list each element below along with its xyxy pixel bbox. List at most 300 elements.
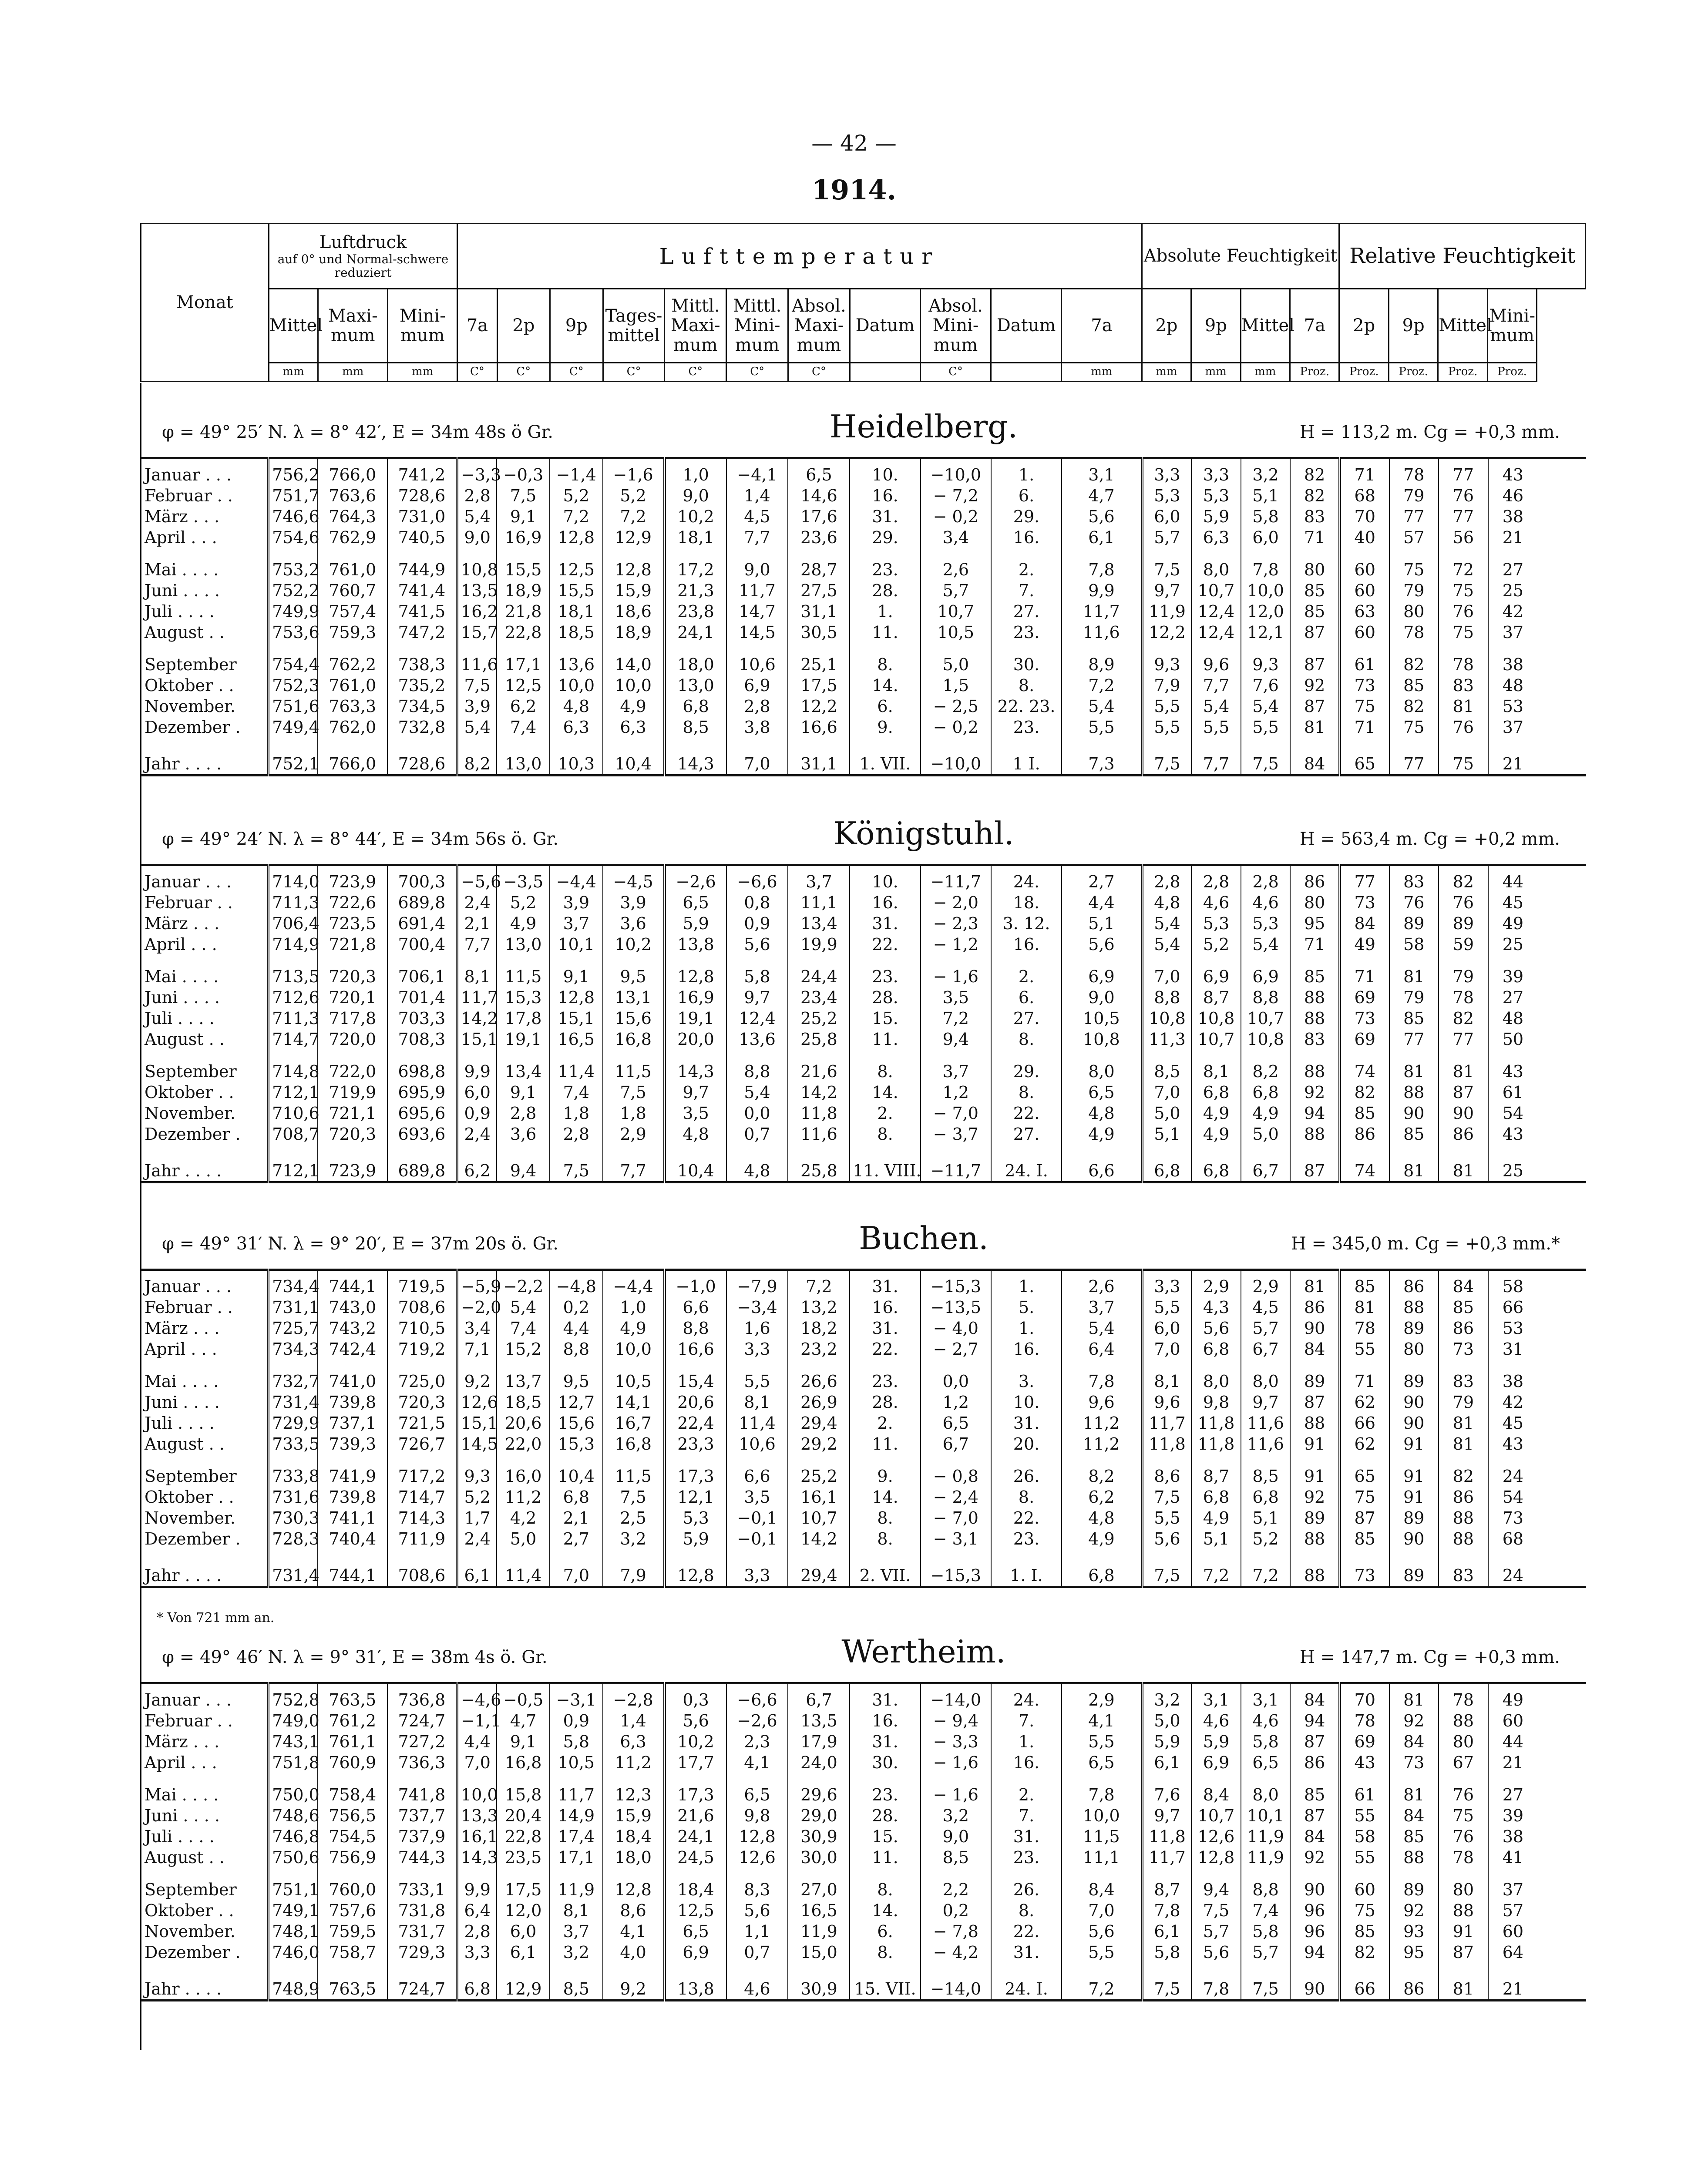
table-cell: 1,0 xyxy=(665,458,726,486)
unit-label: Proz. xyxy=(1339,363,1389,382)
table-cell: 5,5 xyxy=(1142,717,1192,743)
table-cell: − 9,4 xyxy=(921,1710,991,1731)
month-row xyxy=(140,1124,1586,1150)
table-cell: 89 xyxy=(1389,913,1439,934)
table-cell: 6,0 xyxy=(1241,527,1291,548)
table-cell: 16,6 xyxy=(665,1339,726,1360)
table-cell: 763,3 xyxy=(318,696,387,717)
table-cell: 9,4 xyxy=(921,1029,991,1050)
table-cell: 751,6 xyxy=(268,696,318,717)
table-cell: 90 xyxy=(1290,1968,1340,2001)
table-cell: −1,1 xyxy=(457,1710,497,1731)
table-cell: 10,6 xyxy=(726,1434,788,1454)
table-cell: 3,1 xyxy=(1062,458,1142,486)
table-cell: 744,1 xyxy=(318,1270,387,1297)
table-cell: 38 xyxy=(1488,506,1538,527)
table-cell: 80 xyxy=(1290,892,1340,913)
table-cell: 757,4 xyxy=(318,601,387,622)
table-cell: 16. xyxy=(850,1297,920,1318)
table-cell: 741,1 xyxy=(318,1508,387,1528)
table-cell: 18,1 xyxy=(665,527,726,548)
table-cell: 81 xyxy=(1439,1434,1488,1454)
month-label: Dezember . xyxy=(145,1943,241,1962)
table-cell: 753,6 xyxy=(268,622,318,643)
month-row xyxy=(140,1297,1586,1318)
table-cell: 722,0 xyxy=(318,1050,387,1082)
table-cell: 749,4 xyxy=(268,717,318,743)
table-cell: 8,7 xyxy=(1142,1868,1192,1900)
table-cell: 88 xyxy=(1389,1847,1439,1868)
unit-label: C° xyxy=(550,363,603,382)
month-label: Juli . . . . xyxy=(145,1414,215,1433)
table-cell: 89 xyxy=(1290,1508,1340,1528)
table-cell: −10,0 xyxy=(921,743,991,776)
table-cell: 17,6 xyxy=(788,506,850,527)
table-cell: 5,6 xyxy=(1062,506,1142,527)
table-cell: 22. xyxy=(991,1508,1062,1528)
table-cell: 1. VII. xyxy=(850,743,920,776)
table-cell: 23. xyxy=(850,955,920,987)
table-cell: 45 xyxy=(1488,892,1538,913)
luftdruck-subtitle: auf 0° und Normal-schwere reduziert xyxy=(277,252,449,280)
table-cell: 7,0 xyxy=(457,1752,497,1773)
station-header xyxy=(140,812,1586,864)
table-cell: 8,2 xyxy=(1241,1050,1291,1082)
table-cell: 7,6 xyxy=(1142,1773,1192,1805)
table-cell: 82 xyxy=(1389,643,1439,675)
table-cell: 3,2 xyxy=(1241,458,1291,486)
month-row xyxy=(140,1487,1586,1508)
table-cell: 2,7 xyxy=(550,1528,603,1555)
table-cell: 751,7 xyxy=(268,485,318,506)
table-cell: 1. I. xyxy=(991,1555,1062,1587)
table-cell: 43 xyxy=(1340,1752,1389,1773)
table-cell: 9. xyxy=(850,1454,920,1487)
table-cell: 5,9 xyxy=(1191,506,1241,527)
table-cell: 23. xyxy=(850,1360,920,1392)
table-cell: 15,0 xyxy=(788,1942,850,1968)
table-cell: 17,1 xyxy=(497,643,550,675)
table-cell: 73 xyxy=(1488,1508,1538,1528)
table-cell: 729,3 xyxy=(387,1942,457,1968)
table-cell: 16. xyxy=(991,1339,1062,1360)
table-cell: 9,4 xyxy=(1191,1868,1241,1900)
table-cell: 15,2 xyxy=(497,1339,550,1360)
table-cell: 60 xyxy=(1488,1921,1538,1942)
table-cell: 737,7 xyxy=(387,1805,457,1826)
table-cell: 10,4 xyxy=(550,1454,603,1487)
table-cell: 10,7 xyxy=(1191,580,1241,601)
table-cell: 733,1 xyxy=(387,1868,457,1900)
table-cell: 84 xyxy=(1290,1826,1340,1847)
table-cell: −6,6 xyxy=(726,865,788,893)
month-row xyxy=(140,1921,1586,1942)
table-cell: 87 xyxy=(1439,1082,1488,1103)
table-cell: 78 xyxy=(1439,1683,1488,1711)
table-cell: 85 xyxy=(1290,601,1340,622)
table-cell: 75 xyxy=(1389,548,1439,580)
table-cell: 13,5 xyxy=(788,1710,850,1731)
table-cell: 75 xyxy=(1340,1900,1389,1921)
table-cell: 9,0 xyxy=(726,548,788,580)
table-cell: 86 xyxy=(1439,1318,1488,1339)
table-cell: 6,8 xyxy=(1191,1082,1241,1103)
table-cell: 720,1 xyxy=(318,987,387,1008)
table-cell: 8,0 xyxy=(1241,1773,1291,1805)
table-cell: 742,4 xyxy=(318,1339,387,1360)
table-cell: 9,5 xyxy=(603,955,665,987)
table-cell: 91 xyxy=(1389,1454,1439,1487)
table-cell: 723,5 xyxy=(318,913,387,934)
table-cell: 85 xyxy=(1340,1921,1389,1942)
table-cell: 6,5 xyxy=(921,1413,991,1434)
table-cell: 10,8 xyxy=(1062,1029,1142,1050)
table-cell: 6,4 xyxy=(457,1900,497,1921)
table-cell: 89 xyxy=(1389,1555,1439,1587)
station-height: H = 113,2 m. Cg = +0,3 mm. xyxy=(1300,422,1560,442)
station-name: Königstuhl. xyxy=(833,815,1014,852)
table-cell: 5,9 xyxy=(1142,1731,1192,1752)
table-cell: 55 xyxy=(1340,1339,1389,1360)
table-cell: 73 xyxy=(1340,892,1389,913)
table-cell: 18,5 xyxy=(497,1392,550,1413)
table-cell: 744,1 xyxy=(318,1555,387,1587)
table-cell: 11,6 xyxy=(457,643,497,675)
table-cell: 5,4 xyxy=(1062,1318,1142,1339)
table-cell: 711,3 xyxy=(268,1008,318,1029)
table-cell: 749,0 xyxy=(268,1710,318,1731)
table-cell: 7,5 xyxy=(497,485,550,506)
table-cell: − 1,6 xyxy=(921,955,991,987)
table-cell: 12,5 xyxy=(665,1900,726,1921)
table-cell: 729,9 xyxy=(268,1413,318,1434)
table-cell: 5,2 xyxy=(1191,934,1241,955)
table-cell: 5,0 xyxy=(1241,1124,1291,1150)
table-cell: 2. xyxy=(850,1103,920,1124)
table-cell: 80 xyxy=(1439,1868,1488,1900)
table-cell: 4,9 xyxy=(1191,1508,1241,1528)
table-cell: 11,8 xyxy=(1191,1434,1241,1454)
table-cell: 11,8 xyxy=(1142,1826,1192,1847)
table-cell: 7,4 xyxy=(497,717,550,743)
table-cell: 89 xyxy=(1389,1360,1439,1392)
table-cell: 80 xyxy=(1389,1339,1439,1360)
table-cell: 15. VII. xyxy=(850,1968,920,2001)
table-cell: 5,5 xyxy=(1062,1731,1142,1752)
table-cell: 760,9 xyxy=(318,1752,387,1773)
table-cell: 748,1 xyxy=(268,1921,318,1942)
table-cell: 9,8 xyxy=(726,1805,788,1826)
table-cell: 11,8 xyxy=(1142,1434,1192,1454)
table-cell: 13,3 xyxy=(457,1805,497,1826)
table-cell: 12,8 xyxy=(665,955,726,987)
table-cell: 78 xyxy=(1439,987,1488,1008)
table-cell: 12,8 xyxy=(603,1868,665,1900)
table-cell: 5,6 xyxy=(1142,1528,1192,1555)
table-cell: 82 xyxy=(1290,458,1340,486)
table-cell: 81 xyxy=(1389,955,1439,987)
table-cell: 44 xyxy=(1488,1731,1538,1752)
table-cell: 8,8 xyxy=(665,1318,726,1339)
table-cell: 762,0 xyxy=(318,717,387,743)
table-cell: − 1,2 xyxy=(921,934,991,955)
table-cell: 12,2 xyxy=(1142,622,1192,643)
month-label: Oktober . . xyxy=(145,1083,234,1102)
table-cell: 6,8 xyxy=(1142,1150,1192,1182)
table-cell: 91 xyxy=(1389,1487,1439,1508)
table-cell: 711,3 xyxy=(268,892,318,913)
table-cell: 10,4 xyxy=(603,743,665,776)
table-cell: 3,7 xyxy=(788,865,850,893)
unit-label xyxy=(991,363,1062,382)
table-cell: 761,2 xyxy=(318,1710,387,1731)
table-cell: 16,9 xyxy=(665,987,726,1008)
table-cell: 752,3 xyxy=(268,675,318,696)
table-cell: 7,1 xyxy=(457,1339,497,1360)
table-cell: 15,8 xyxy=(497,1773,550,1805)
table-cell: 8,5 xyxy=(921,1847,991,1868)
table-cell: 3,3 xyxy=(457,1942,497,1968)
table-cell: 5,6 xyxy=(1191,1318,1241,1339)
table-cell: 91 xyxy=(1290,1434,1340,1454)
month-row xyxy=(140,485,1586,506)
table-cell: 6,6 xyxy=(1062,1150,1142,1182)
table-cell: −4,1 xyxy=(726,458,788,486)
table-cell: 721,1 xyxy=(318,1103,387,1124)
table-cell: 6,9 xyxy=(1062,955,1142,987)
table-cell: 11,7 xyxy=(726,580,788,601)
table-cell: 9,1 xyxy=(550,955,603,987)
table-cell: 9,1 xyxy=(497,506,550,527)
table-cell: 42 xyxy=(1488,1392,1538,1413)
table-cell: 741,9 xyxy=(318,1454,387,1487)
table-cell: 759,5 xyxy=(318,1921,387,1942)
table-cell: 11,9 xyxy=(1241,1826,1291,1847)
table-cell: 16. xyxy=(850,892,920,913)
table-cell: 8,4 xyxy=(1191,1773,1241,1805)
table-cell: 5,5 xyxy=(726,1360,788,1392)
table-cell: 25,2 xyxy=(788,1454,850,1487)
table-cell: −0,1 xyxy=(726,1528,788,1555)
table-cell: −4,4 xyxy=(550,865,603,893)
table-cell: 7,7 xyxy=(1191,675,1241,696)
table-cell: 723,9 xyxy=(318,865,387,893)
table-cell: 15,5 xyxy=(497,548,550,580)
table-cell: 8. xyxy=(991,1900,1062,1921)
station-height: H = 345,0 m. Cg = +0,3 mm.* xyxy=(1291,1234,1560,1254)
table-cell: 9,3 xyxy=(457,1454,497,1487)
table-cell: 7,0 xyxy=(1142,955,1192,987)
table-cell: 706,1 xyxy=(387,955,457,987)
table-cell: 2. xyxy=(991,1773,1062,1805)
table-cell: 6,8 xyxy=(1191,1339,1241,1360)
table-cell: 7,5 xyxy=(550,1150,603,1182)
table-cell: 74 xyxy=(1340,1050,1389,1082)
table-cell: 4,8 xyxy=(665,1124,726,1150)
table-cell: 83 xyxy=(1439,1555,1488,1587)
table-cell: 6,7 xyxy=(921,1434,991,1454)
table-cell: 10,2 xyxy=(603,934,665,955)
month-label: September xyxy=(145,1062,237,1081)
table-cell: 83 xyxy=(1439,675,1488,696)
table-cell: 15,9 xyxy=(603,580,665,601)
table-cell: 7,5 xyxy=(1142,548,1192,580)
table-cell: − 3,1 xyxy=(921,1528,991,1555)
table-cell: 16,5 xyxy=(788,1900,850,1921)
table-cell: 10,8 xyxy=(1241,1029,1291,1050)
table-cell: 6,0 xyxy=(1142,1318,1192,1339)
table-cell: 8,1 xyxy=(726,1392,788,1413)
table-cell: 700,4 xyxy=(387,934,457,955)
table-cell: 739,3 xyxy=(318,1434,387,1454)
month-label: Jahr . . . . xyxy=(145,754,222,773)
table-cell: 714,7 xyxy=(268,1029,318,1050)
table-cell: 30,9 xyxy=(788,1968,850,2001)
table-cell: 6,8 xyxy=(665,696,726,717)
table-cell: 1,4 xyxy=(726,485,788,506)
table-cell: 21 xyxy=(1488,1752,1538,1773)
table-cell: 2,8 xyxy=(550,1124,603,1150)
table-cell: 708,6 xyxy=(387,1555,457,1587)
table-cell: 736,3 xyxy=(387,1752,457,1773)
table-cell: 14,1 xyxy=(603,1392,665,1413)
table-cell: 89 xyxy=(1290,1360,1340,1392)
table-cell: 84 xyxy=(1290,1339,1340,1360)
table-cell: 6,7 xyxy=(1241,1150,1291,1182)
month-label: Juli . . . . xyxy=(145,602,215,621)
table-cell: 5,5 xyxy=(1142,1508,1192,1528)
table-cell: 86 xyxy=(1389,1968,1439,2001)
table-cell: 0,3 xyxy=(665,1683,726,1711)
table-cell: 12,0 xyxy=(497,1900,550,1921)
table-cell: 81 xyxy=(1389,1773,1439,1805)
table-cell: 749,9 xyxy=(268,601,318,622)
table-cell: 77 xyxy=(1439,1029,1488,1050)
table-cell: 43 xyxy=(1488,1050,1538,1082)
table-cell: 24 xyxy=(1488,1454,1538,1487)
table-cell: 5,3 xyxy=(665,1508,726,1528)
table-cell: 88 xyxy=(1439,1528,1488,1555)
table-cell: − 0,2 xyxy=(921,717,991,743)
table-cell: 60 xyxy=(1340,622,1389,643)
month-label: Oktober . . xyxy=(145,1901,234,1920)
table-cell: 6,8 xyxy=(1241,1082,1291,1103)
table-cell: 732,8 xyxy=(387,717,457,743)
table-cell: 5,7 xyxy=(1142,527,1192,548)
table-cell: 11,2 xyxy=(1062,1434,1142,1454)
table-cell: 12,1 xyxy=(1241,622,1291,643)
table-cell: 83 xyxy=(1389,865,1439,893)
table-cell: 8,2 xyxy=(1062,1454,1142,1487)
table-cell: 5,4 xyxy=(497,1297,550,1318)
table-cell: 710,6 xyxy=(268,1103,318,1124)
table-cell: 90 xyxy=(1290,1318,1340,1339)
table-cell: 3. 12. xyxy=(991,913,1062,934)
col-header: Mittel xyxy=(269,289,318,363)
table-cell: 81 xyxy=(1340,1297,1389,1318)
month-label: Februar . . xyxy=(145,893,233,912)
table-cell: 17,3 xyxy=(665,1454,726,1487)
table-cell: 7,5 xyxy=(1142,1487,1192,1508)
table-cell: 761,0 xyxy=(318,675,387,696)
table-cell: 23. xyxy=(991,1847,1062,1868)
table-cell: 752,1 xyxy=(268,743,318,776)
table-cell: 8. xyxy=(850,1508,920,1528)
table-cell: 68 xyxy=(1488,1528,1538,1555)
table-cell: 3,3 xyxy=(1142,458,1192,486)
table-cell: 7,5 xyxy=(1142,1968,1192,2001)
table-cell: 11,6 xyxy=(788,1124,850,1150)
table-cell: 1,2 xyxy=(921,1392,991,1413)
table-cell: 22. xyxy=(850,934,920,955)
table-cell: 69 xyxy=(1340,1029,1389,1050)
table-cell: 75 xyxy=(1439,743,1488,776)
table-cell: 90 xyxy=(1389,1392,1439,1413)
table-cell: 731,8 xyxy=(387,1900,457,1921)
table-cell: − 1,6 xyxy=(921,1773,991,1805)
table-cell: 43 xyxy=(1488,458,1538,486)
table-cell: 5,0 xyxy=(1142,1103,1192,1124)
table-cell: 7,4 xyxy=(1241,1900,1291,1921)
table-cell: 18,4 xyxy=(603,1826,665,1847)
table-cell: 22. xyxy=(991,1921,1062,1942)
table-cell: 16,1 xyxy=(457,1826,497,1847)
table-cell: 11. xyxy=(850,1434,920,1454)
table-cell: 11,2 xyxy=(1062,1413,1142,1434)
table-cell: 75 xyxy=(1389,717,1439,743)
table-cell: − 2,4 xyxy=(921,1487,991,1508)
table-cell: 3,3 xyxy=(1142,1270,1192,1297)
month-label: Oktober . . xyxy=(145,1488,234,1507)
table-cell: 6,1 xyxy=(1142,1752,1192,1773)
table-cell: 11,9 xyxy=(550,1868,603,1900)
table-cell: 31. xyxy=(850,913,920,934)
table-cell: 723,9 xyxy=(318,1150,387,1182)
table-cell: 10,5 xyxy=(1062,1008,1142,1029)
table-cell: 31. xyxy=(850,506,920,527)
table-cell: 10,8 xyxy=(1142,1008,1192,1029)
table-cell: 7,0 xyxy=(1142,1082,1192,1103)
table-cell: 763,5 xyxy=(318,1683,387,1711)
table-cell: − 4,0 xyxy=(921,1318,991,1339)
table-cell: 12,0 xyxy=(1241,601,1291,622)
table-cell: 6,7 xyxy=(788,1683,850,1711)
table-cell: 5,4 xyxy=(1191,696,1241,717)
table-cell: 7,5 xyxy=(603,1487,665,1508)
table-cell: 11,1 xyxy=(788,892,850,913)
table-cell: 23. xyxy=(850,548,920,580)
table-cell: 25 xyxy=(1488,934,1538,955)
month-row xyxy=(140,892,1586,913)
month-row xyxy=(140,548,1586,580)
month-row xyxy=(140,1270,1586,1297)
table-cell: 5,6 xyxy=(726,934,788,955)
table-cell: 737,1 xyxy=(318,1413,387,1434)
table-cell: 9,2 xyxy=(603,1968,665,2001)
table-cell: 88 xyxy=(1290,1124,1340,1150)
table-cell: 9,7 xyxy=(726,987,788,1008)
table-cell: 78 xyxy=(1340,1318,1389,1339)
table-cell: 21,3 xyxy=(665,580,726,601)
month-label: Juni . . . . xyxy=(145,1393,220,1412)
table-cell: 11,5 xyxy=(1062,1826,1142,1847)
table-cell: 5,1 xyxy=(1191,1528,1241,1555)
table-cell: 2. xyxy=(991,548,1062,580)
table-cell: 27,5 xyxy=(788,580,850,601)
table-cell: 77 xyxy=(1340,865,1389,893)
table-cell: 79 xyxy=(1439,955,1488,987)
table-cell: −2,2 xyxy=(497,1270,550,1297)
